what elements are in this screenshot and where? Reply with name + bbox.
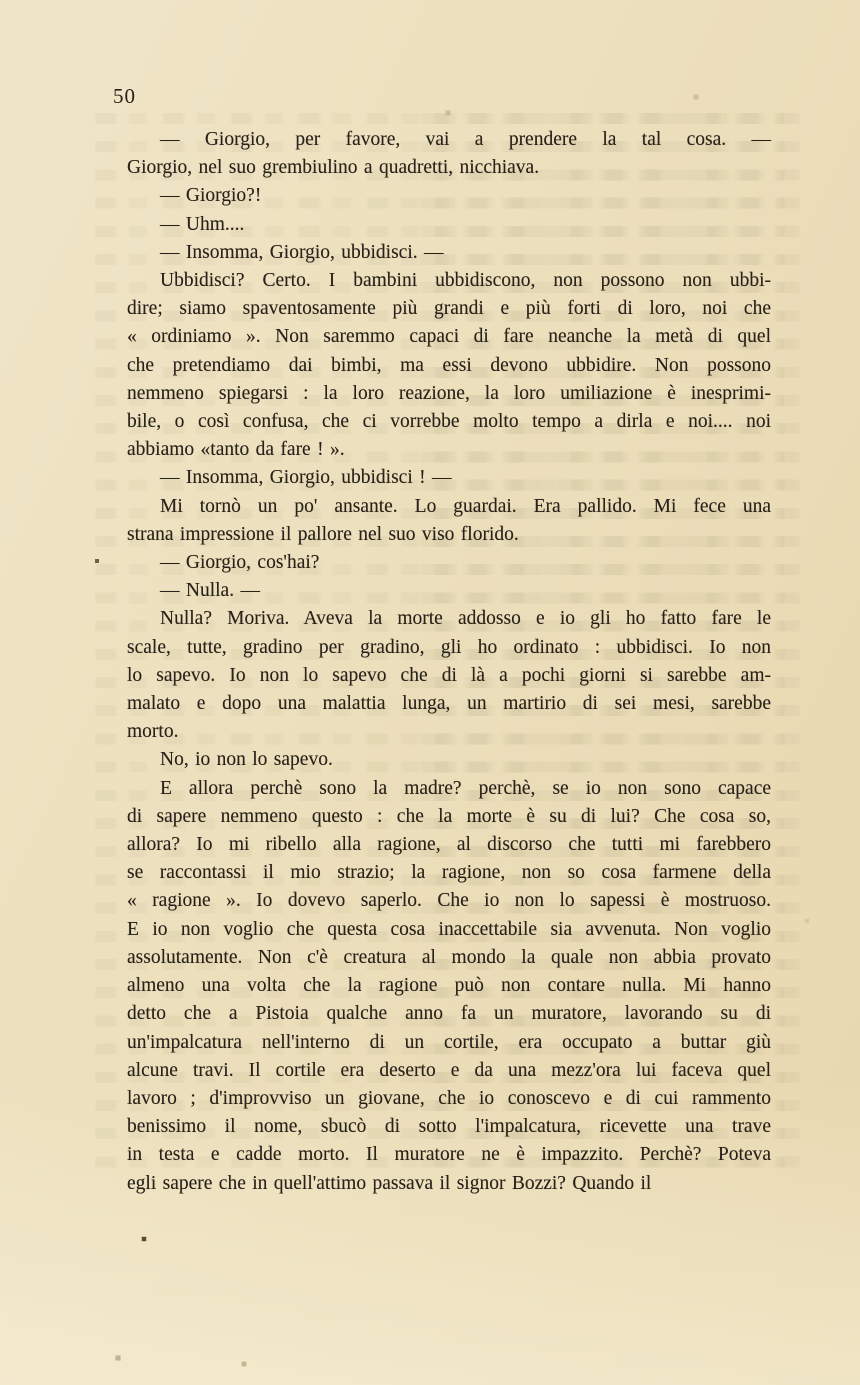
text-line: scale, tutte, gradino per gradino, gli ho ordinato : ubbidisci. Io non [127, 636, 771, 658]
text-line: assolutamente. Non c'è creatura al mondo la quale non abbia provato [127, 946, 771, 968]
text-line: bile, o così confusa, che ci vorrebbe molto tempo a dirla e noi.... noi [127, 411, 771, 433]
paragraph [127, 267, 771, 464]
text-line: un'impalcatura nell'interno di un cortile, era occupato a buttar giù [127, 1031, 771, 1053]
text-line: E io non voglio che questa cosa inaccettabile sia avvenuta. Non voglio [127, 918, 771, 940]
text-line: Nulla? Moriva. Aveva la morte addosso e io gli ho fatto fare le [160, 608, 771, 630]
paragraph [127, 239, 771, 267]
text-line: — Insomma, Giorgio, ubbidisci ! — [160, 467, 452, 489]
text-line: strana impressione il pallore nel suo viso florido. [127, 523, 519, 545]
text-line: che pretendiamo dai bimbi, ma essi devono ubbidire. Non possono [127, 354, 771, 376]
text-line: — Giorgio?! [160, 185, 262, 207]
text-line: egli sapere che in quell'attimo passava il signor Bozzi? Quando il [127, 1172, 652, 1194]
paragraph [127, 549, 771, 577]
text-line: Giorgio, nel suo grembiulino a quadretti, nicchiava. [127, 157, 540, 179]
text-line: di sapere nemmeno questo : che la morte è su di lui? Che cosa so, [127, 805, 771, 827]
paper-specks [0, 0, 2, 2]
text-line: « ordiniamo ». Non saremmo capaci di fare neanche la metà di quel [127, 326, 771, 348]
text-line: se raccontassi il mio strazio; la ragione, non so cosa farmene della [127, 862, 771, 884]
text-line: — Nulla. — [160, 580, 260, 602]
paragraph [127, 746, 771, 774]
text-line: dire; siamo spaventosamente più grandi e più forti di loro, noi che [127, 298, 771, 320]
text-line: lo sapevo. Io non lo sapevo che di là a pochi giorni si sarebbe am- [127, 664, 771, 686]
text-line: nemmeno spiegarsi : la loro reazione, la loro umiliazione è inesprimi- [127, 382, 771, 404]
page-number: 50 [113, 84, 136, 108]
paragraph [127, 577, 771, 605]
text-line: in testa e cadde morto. Il muratore ne è impazzito. Perchè? Poteva [127, 1144, 771, 1166]
text-line: — Uhm.... [160, 213, 245, 235]
text-line: allora? Io mi ribello alla ragione, al discorso che tutti mi farebbero [127, 834, 771, 856]
text-line: — Insomma, Giorgio, ubbidisci. — [160, 241, 444, 263]
text-line: « ragione ». Io dovevo saperlo. Che io non lo sapessi è mostruoso. [127, 890, 771, 912]
text-line: abbiamo «tanto da fare ! ». [127, 439, 345, 461]
text-line: E allora perchè sono la madre? perchè, se io non sono capace [160, 777, 771, 799]
paragraph [127, 493, 771, 549]
paragraph [127, 464, 771, 492]
text-line: — Giorgio, cos'hai? [160, 552, 320, 574]
paragraph [127, 211, 771, 239]
text-line: Mi tornò un po' ansante. Lo guardai. Era pallido. Mi fece una [160, 495, 771, 517]
text-line: almeno una volta che la ragione può non contare nulla. Mi hanno [127, 975, 771, 997]
text-line: No, io non lo sapevo. [160, 749, 333, 771]
text-line: detto che a Pistoia qualche anno fa un muratore, lavorando su di [127, 1003, 771, 1025]
paragraph [127, 605, 771, 746]
text-line: — Giorgio, per favore, vai a prendere la tal cosa. — [160, 129, 771, 150]
text-line: morto. [127, 721, 179, 743]
text-line: Ubbidisci? Certo. I bambini ubbidiscono, non possono non ubbi- [160, 270, 771, 292]
text-line: benissimo il nome, sbucò di sotto l'impalcatura, ricevette una trave [127, 1116, 771, 1138]
paragraph [127, 775, 771, 1198]
text-line: lavoro ; d'improvviso un giovane, che io conoscevo e di cui rammento [127, 1087, 771, 1109]
text-line: alcune travi. Il cortile era deserto e da una mezz'ora lui faceva quel [127, 1059, 771, 1081]
paragraph [127, 182, 771, 210]
body-text [127, 126, 771, 1198]
text-line: malato e dopo una malattia lunga, un martirio di sei mesi, sarebbe [127, 693, 771, 715]
paragraph [127, 126, 771, 182]
